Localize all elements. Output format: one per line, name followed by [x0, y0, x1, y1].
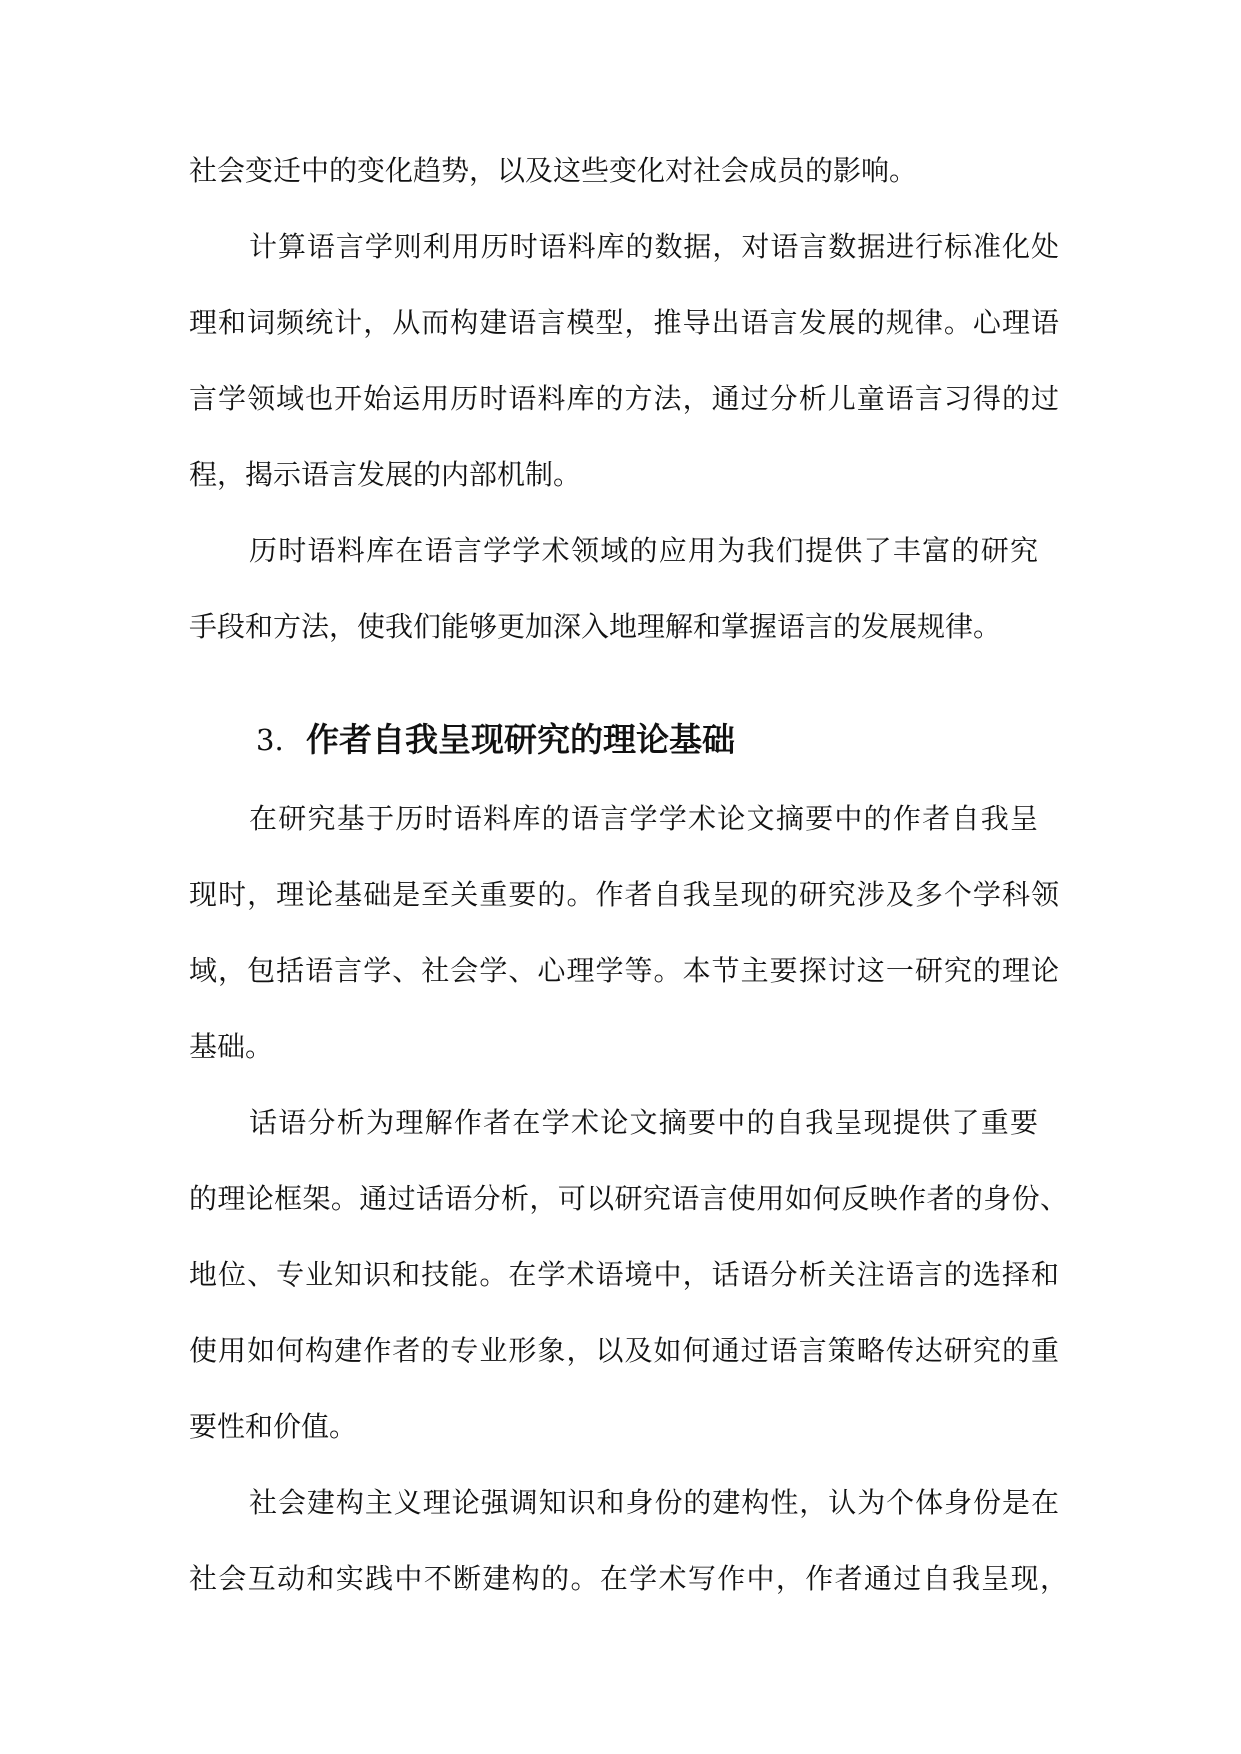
- paragraph-line: 计算语言学则利用历时语料库的数据，对语言数据进行标准化处: [249, 230, 1059, 263]
- body-text: [189, 133, 1068, 1617]
- paragraph: [189, 209, 1059, 513]
- paragraph-line: 社会互动和实践中不断建构的。在学术写作中，作者通过自我呈现，: [189, 1562, 1068, 1595]
- section-title: 作者自我呈现研究的理论基础: [306, 720, 735, 759]
- paragraph-line: 的理论框架。通过话语分析，可以研究语言使用如何反映作者的身份、: [189, 1182, 1068, 1215]
- paragraph: [189, 1465, 1068, 1617]
- paragraph: [189, 1085, 1068, 1465]
- paragraph-line: 言学领域也开始运用历时语料库的方法，通过分析儿童语言习得的过: [189, 382, 1059, 415]
- paragraph: [189, 133, 1059, 209]
- paragraph-line: 社会建构主义理论强调知识和身份的建构性，认为个体身份是在: [249, 1486, 1059, 1519]
- paragraph-line: 手段和方法，使我们能够更加深入地理解和掌握语言的发展规律。: [189, 610, 1002, 643]
- paragraph-line: 社会变迁中的变化趋势，以及这些变化对社会成员的影响。: [189, 154, 918, 187]
- paragraph-line: 历时语料库在语言学学术领域的应用为我们提供了丰富的研究: [249, 534, 1038, 567]
- paragraph: [189, 781, 1059, 1085]
- paragraph-line: 在研究基于历时语料库的语言学学术论文摘要中的作者自我呈: [249, 802, 1038, 835]
- paragraph-line: 要性和价值。: [189, 1410, 358, 1443]
- section-heading: [189, 702, 1059, 778]
- paragraph: [189, 513, 1059, 665]
- paragraph-line: 理和词频统计，从而构建语言模型，推导出语言发展的规律。心理语: [189, 306, 1059, 339]
- section-number: 3.: [256, 723, 284, 757]
- paragraph-line: 域，包括语言学、社会学、心理学等。本节主要探讨这一研究的理论: [189, 954, 1059, 987]
- paragraph-line: 基础。: [189, 1030, 274, 1063]
- paragraph-line: 程，揭示语言发展的内部机制。: [189, 458, 582, 491]
- paragraph-line: 话语分析为理解作者在学术论文摘要中的自我呈现提供了重要: [249, 1106, 1038, 1139]
- paragraph-line: 使用如何构建作者的专业形象，以及如何通过语言策略传达研究的重: [189, 1334, 1059, 1367]
- paragraph-line: 现时，理论基础是至关重要的。作者自我呈现的研究涉及多个学科领: [189, 878, 1059, 911]
- paragraph-line: 地位、专业知识和技能。在学术语境中，话语分析关注语言的选择和: [189, 1258, 1059, 1291]
